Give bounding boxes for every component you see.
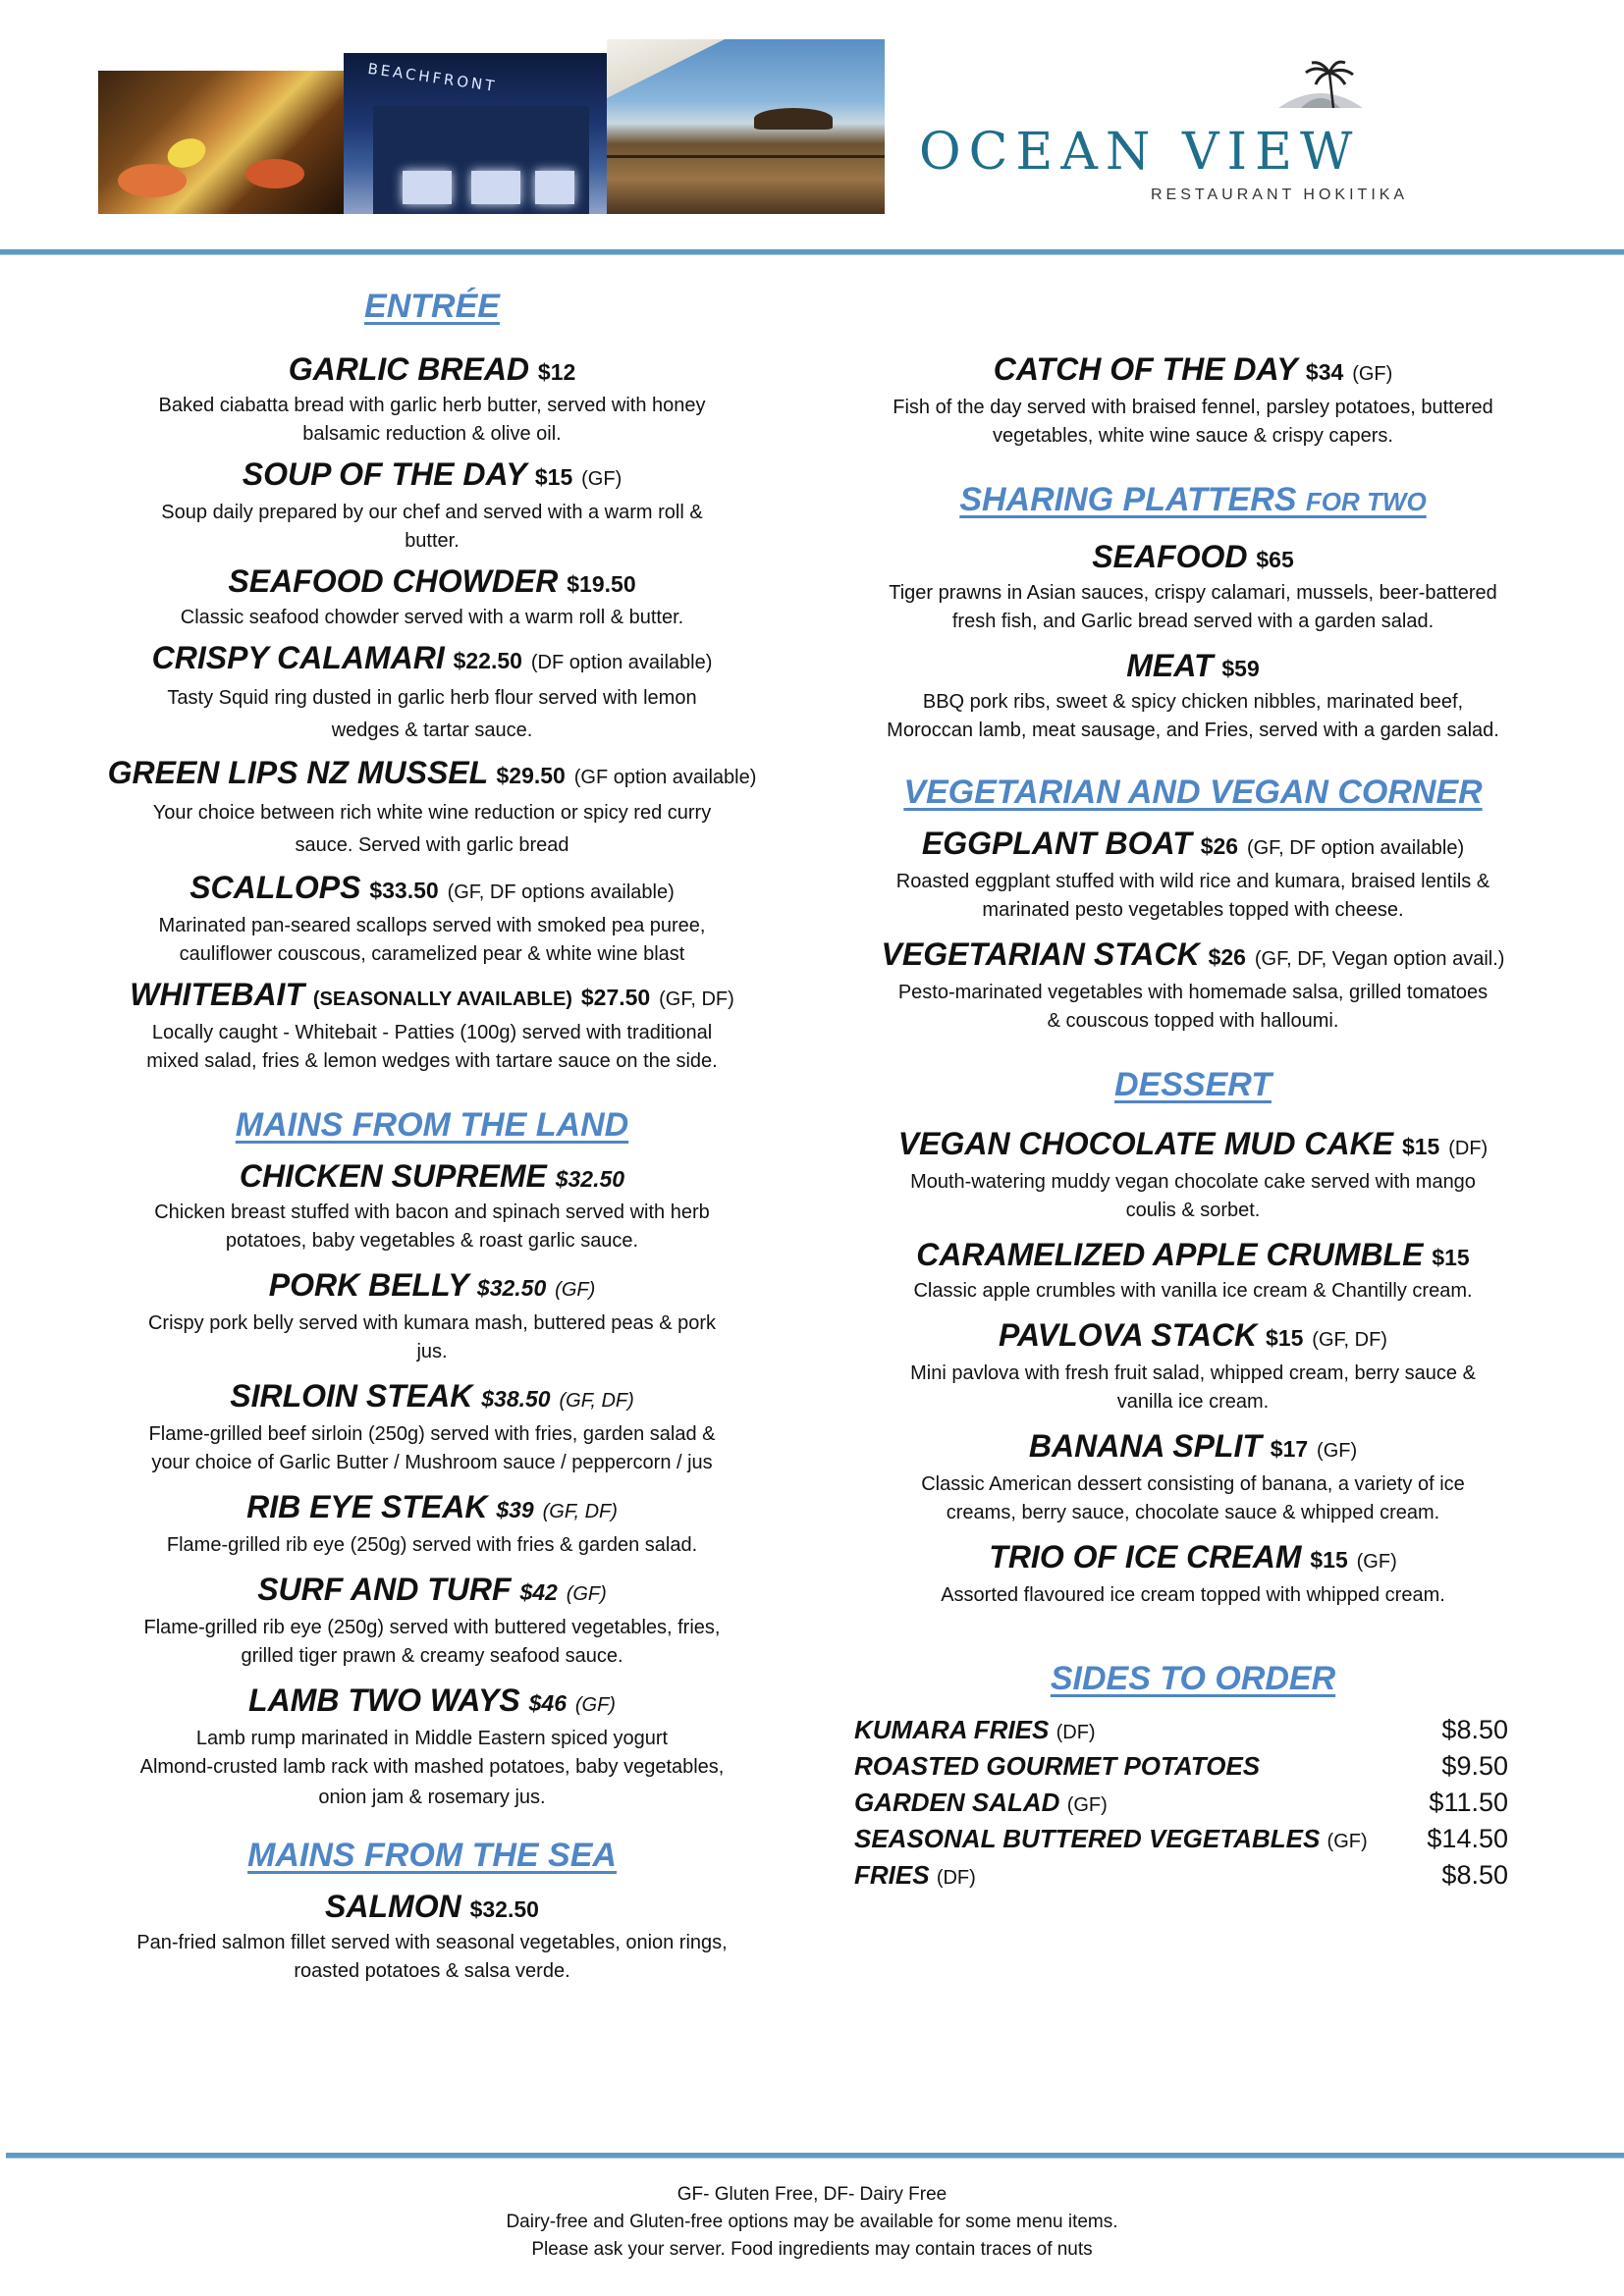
item-name: SALMON: [325, 1889, 461, 1924]
side-name: FRIES: [854, 1860, 930, 1890]
item-price: $26: [1208, 944, 1246, 970]
item-dietary-note: (GF, DF): [1312, 1329, 1387, 1351]
item-description: potatoes, baby vegetables & roast garlic sauce.: [225, 1230, 639, 1252]
item-price: $12: [537, 359, 576, 385]
menu-item-vegan-chocolate-mud-cake: [854, 1124, 1532, 1225]
item-dietary-note: (GF, DF option available): [1246, 837, 1465, 859]
side-price: $8.50: [1441, 1860, 1508, 1890]
item-description: Roasted eggplant stuffed with wild rice and kumara, braised lentils &: [895, 871, 1490, 892]
item-description: Baked ciabatta bread with garlic herb butter, served with honey: [158, 395, 706, 416]
item-description: vanilla ice cream.: [1116, 1391, 1270, 1413]
item-description: balsamic reduction & olive oil.: [302, 423, 562, 445]
item-dietary-note: (GF): [581, 468, 623, 490]
item-description: onion jam & rosemary jus.: [318, 1787, 546, 1808]
item-name: SOUP OF THE DAY: [242, 456, 526, 492]
item-name: BANANA SPLIT: [1028, 1428, 1262, 1464]
side-price: $14.50: [1427, 1824, 1508, 1853]
item-price: $26: [1200, 833, 1239, 859]
item-price: $38.50: [481, 1386, 551, 1412]
menu-item-garlic-bread: [93, 349, 771, 449]
menu-item-trio-of-ice-cream: [854, 1537, 1532, 1610]
side-price: $9.50: [1441, 1751, 1508, 1781]
item-name: SCALLOPS: [189, 870, 361, 905]
side-item-kumara-fries: [854, 1712, 1518, 1748]
deck-photo: [607, 39, 885, 214]
menu-item-banana-split: [854, 1426, 1532, 1527]
item-dietary-note: (GF, DF): [559, 1390, 634, 1412]
side-dietary-note: (DF): [936, 1867, 976, 1889]
section-title-dessert: DESSERT: [1114, 1066, 1272, 1103]
item-price: $27.50: [580, 985, 651, 1010]
item-dietary-note: (GF): [555, 1279, 596, 1301]
item-price: $39: [496, 1497, 534, 1522]
menu-item-scallops: [93, 868, 771, 969]
building-photo: [344, 53, 607, 214]
side-name: ROASTED GOURMET POTATOES: [854, 1751, 1261, 1781]
item-name: MEAT: [1126, 648, 1214, 683]
item-description: Mouth-watering muddy vegan chocolate cake served with mango: [910, 1171, 1476, 1193]
item-name: PORK BELLY: [268, 1267, 469, 1303]
side-name: GARDEN SALAD: [854, 1788, 1060, 1817]
item-price: $15: [1401, 1134, 1440, 1159]
item-description: Tiger prawns in Asian sauces, crispy calamari, mussels, beer-battered: [889, 582, 1497, 604]
item-price: $15: [1432, 1245, 1470, 1270]
menu-item-pork-belly: [93, 1265, 771, 1366]
item-description: Chicken breast stuffed with bacon and spinach served with herb: [154, 1201, 710, 1223]
item-description: BBQ pork ribs, sweet & spicy chicken nibbles, marinated beef,: [922, 691, 1464, 713]
item-description: Mini pavlova with fresh fruit salad, whipped cream, berry sauce &: [910, 1362, 1476, 1384]
menu-item-whitebait: [93, 975, 771, 1076]
section-title-suffix: FOR TWO: [1305, 487, 1427, 516]
item-dietary-note: (DF option available): [530, 652, 713, 673]
menu-item-catch-of-the-day: [854, 349, 1532, 451]
item-price: $32.50: [469, 1896, 539, 1922]
item-dietary-note: (GF, DF, Vegan option avail.): [1254, 948, 1505, 970]
side-dietary-note: (DF): [1056, 1722, 1096, 1743]
item-description: Locally caught - Whitebait - Patties (100g) served with traditional: [151, 1022, 713, 1043]
item-description: Pesto-marinated vegetables with homemade salsa, grilled tomatoes: [897, 982, 1489, 1003]
item-dietary-note: (GF, DF): [542, 1501, 618, 1522]
side-dietary-note: (GF): [1066, 1794, 1108, 1816]
item-description: Moroccan lamb, meat sausage, and Fries, served with a garden salad.: [887, 720, 1499, 741]
item-price: $32.50: [555, 1166, 625, 1192]
menu-footer: [0, 2181, 1624, 2264]
item-description: Pan-fried salmon fillet served with seasonal vegetables, onion rings,: [136, 1932, 728, 1953]
item-price: $15: [534, 464, 573, 490]
menu-item-rib-eye-steak: [93, 1487, 771, 1560]
item-name: CATCH OF THE DAY: [993, 351, 1298, 387]
menu-item-salmon: [93, 1887, 771, 1986]
item-price: $65: [1256, 547, 1294, 572]
item-name: CHICKEN SUPREME: [239, 1158, 547, 1194]
item-description: Fish of the day served with braised fennel, parsley potatoes, buttered: [893, 397, 1493, 418]
building-sign: BEACHFRONT: [366, 59, 499, 96]
side-item-fries: [854, 1857, 1518, 1894]
item-description: Tasty Squid ring dusted in garlic herb flour served with lemon: [167, 687, 697, 709]
menu-item-chicken-supreme: [93, 1156, 771, 1255]
side-item-garden-salad: [854, 1785, 1518, 1821]
palm-tree-logo-icon: [1276, 59, 1365, 110]
footer-dietary-key: GF- Gluten Free, DF- Dairy Free: [677, 2184, 947, 2205]
menu-item-pavlova-stack: [854, 1315, 1532, 1416]
item-description: Flame-grilled rib eye (250g) served with fries & garden salad.: [166, 1534, 698, 1556]
menu-item-lamb-two-ways: [93, 1681, 771, 1814]
item-description: Flame-grilled rib eye (250g) served with buttered vegetables, fries,: [143, 1617, 721, 1638]
item-dietary-note: (GF option available): [573, 767, 757, 788]
section-title-mains-land: MAINS FROM THE LAND: [235, 1106, 629, 1144]
item-name: VEGETARIAN STACK: [881, 936, 1200, 972]
side-price: $11.50: [1429, 1788, 1508, 1817]
item-description: fresh fish, and Garlic bread served with a garden salad.: [951, 611, 1435, 632]
item-dietary-note: (GF): [574, 1694, 616, 1716]
item-description: your choice of Garlic Butter / Mushroom sauce / peppercorn / jus: [151, 1452, 713, 1473]
item-description: Marinated pan-seared scallops served with smoked pea puree,: [158, 915, 706, 936]
item-description: Classic American dessert consisting of banana, a variety of ice: [921, 1473, 1465, 1495]
item-description: creams, berry sauce, chocolate sauce & whipped cream.: [946, 1502, 1440, 1523]
item-price: $17: [1270, 1436, 1309, 1462]
item-name: WHITEBAIT: [130, 977, 304, 1012]
item-price: $33.50: [369, 878, 439, 903]
item-name: SIRLOIN STEAK: [230, 1378, 473, 1414]
item-price: $34: [1305, 359, 1344, 385]
item-name: PAVLOVA STACK: [999, 1317, 1258, 1353]
item-description: Lamb rump marinated in Middle Eastern spiced yogurt: [195, 1728, 669, 1749]
item-price: $22.50: [453, 648, 522, 673]
left-column: [93, 285, 771, 1986]
item-description: coulis & sorbet.: [1125, 1200, 1261, 1221]
item-name: SURF AND TURF: [257, 1572, 512, 1607]
restaurant-logo-title: OCEAN VIEW: [919, 123, 1361, 182]
item-description: butter.: [405, 530, 460, 552]
menu-item-vegetarian-stack: [854, 934, 1532, 1036]
item-description: sauce. Served with garlic bread: [295, 834, 569, 856]
item-description: marinated pesto vegetables topped with cheese.: [982, 899, 1404, 921]
item-price: $19.50: [567, 571, 636, 597]
item-description: Assorted flavoured ice cream topped with whipped cream.: [941, 1584, 1445, 1606]
item-description: Crispy pork belly served with kumara mash, buttered peas & pork: [147, 1312, 717, 1334]
section-title-mains-sea: MAINS FROM THE SEA: [247, 1837, 617, 1874]
item-name: VEGAN CHOCOLATE MUD CAKE: [897, 1126, 1394, 1161]
item-price: $15: [1266, 1325, 1304, 1351]
item-description: cauliflower couscous, caramelized pear & white wine blast: [179, 943, 685, 965]
menu-item-soup-of-the-day: [93, 454, 771, 556]
sides-list: [854, 1712, 1532, 1894]
item-name: GREEN LIPS NZ MUSSEL: [107, 755, 488, 790]
section-title-entree: ENTRÉE: [364, 288, 500, 325]
item-description: Soup daily prepared by our chef and served with a warm roll &: [161, 502, 703, 523]
item-dietary-note: (GF, DF): [659, 988, 734, 1010]
side-name: KUMARA FRIES: [854, 1715, 1050, 1744]
top-divider: [0, 249, 1624, 254]
side-price: $8.50: [1441, 1715, 1508, 1744]
item-price: $32.50: [476, 1275, 547, 1301]
item-price: $15: [1310, 1547, 1348, 1573]
item-name: SEAFOOD: [1092, 539, 1248, 574]
item-description: Flame-grilled beef sirloin (250g) served with fries, garden salad &: [148, 1423, 716, 1445]
item-dietary-note: (GF, DF options available): [447, 881, 675, 903]
item-description: vegetables, white wine sauce & crispy capers.: [993, 425, 1393, 447]
item-name: TRIO OF ICE CREAM: [989, 1539, 1302, 1575]
item-price: $42: [519, 1579, 558, 1605]
side-item-roasted-gourmet-potatoes: [854, 1748, 1518, 1785]
item-description: wedges & tartar sauce.: [331, 720, 533, 741]
item-name: RIB EYE STEAK: [246, 1489, 488, 1524]
section-title-text: SHARING PLATTERS: [959, 481, 1297, 518]
bottom-divider: [6, 2153, 1624, 2158]
item-qualifier: (SEASONALLY AVAILABLE): [312, 988, 572, 1010]
menu-header: [0, 0, 1624, 257]
item-dietary-note: (GF): [1356, 1551, 1397, 1573]
item-description: & couscous topped with halloumi.: [1047, 1010, 1339, 1032]
menu-item-crispy-calamari: [93, 638, 771, 747]
item-name: CRISPY CALAMARI: [151, 640, 445, 675]
menu-item-surf-and-turf: [93, 1570, 771, 1671]
footer-allergen-note: Please ask your server. Food ingredients may contain traces of nuts: [531, 2239, 1093, 2260]
footer-options-note: Dairy-free and Gluten-free options may be available for some menu items.: [506, 2212, 1118, 2232]
food-photo: [98, 71, 346, 214]
section-title-sharing-platters: [854, 478, 1532, 523]
item-description: jus.: [416, 1341, 448, 1362]
item-description: Classic seafood chowder served with a warm roll & butter.: [180, 607, 684, 628]
section-title-sides: SIDES TO ORDER: [1050, 1660, 1336, 1697]
right-column: [854, 285, 1532, 1894]
restaurant-logo-subtitle: RESTAURANT HOKITIKA: [1151, 187, 1409, 203]
menu-item-seafood-chowder: [93, 561, 771, 632]
item-description: Classic apple crumbles with vanilla ice cream & Chantilly cream.: [913, 1280, 1473, 1302]
item-name: SEAFOOD CHOWDER: [228, 563, 559, 599]
menu-item-seafood-platter: [854, 537, 1532, 636]
item-price: $46: [528, 1690, 567, 1716]
item-price: $29.50: [496, 763, 566, 788]
item-description: Your choice between rich white wine reduction or spicy red curry: [152, 802, 712, 824]
item-description: mixed salad, fries & lemon wedges with tartare sauce on the side.: [146, 1050, 718, 1072]
item-price: $59: [1221, 656, 1260, 681]
menu-item-eggplant-boat: [854, 824, 1532, 925]
item-description: roasted potatoes & salsa verde.: [294, 1960, 570, 1982]
side-name: SEASONAL BUTTERED VEGETABLES: [854, 1824, 1321, 1853]
item-dietary-note: (DF): [1448, 1138, 1489, 1159]
item-dietary-note: (GF): [1352, 363, 1393, 385]
menu-item-sirloin-steak: [93, 1376, 771, 1477]
menu-item-meat-platter: [854, 646, 1532, 745]
item-description: grilled tiger prawn & creamy seafood sauce.: [241, 1645, 623, 1667]
item-dietary-note: (GF): [566, 1583, 607, 1605]
side-item-seasonal-buttered-vegetables: [854, 1821, 1518, 1857]
menu-item-green-lips-mussel: [93, 753, 771, 862]
item-name: LAMB TWO WAYS: [248, 1682, 520, 1718]
section-title-vegetarian: VEGETARIAN AND VEGAN CORNER: [903, 774, 1483, 811]
item-name: GARLIC BREAD: [288, 351, 530, 387]
item-description: Almond-crusted lamb rack with mashed potatoes, baby vegetables,: [139, 1756, 725, 1778]
item-name: CARAMELIZED APPLE CRUMBLE: [916, 1237, 1424, 1272]
item-dietary-note: (GF): [1317, 1440, 1358, 1462]
menu-item-caramelized-apple-crumble: [854, 1235, 1532, 1306]
item-name: EGGPLANT BOAT: [921, 826, 1192, 861]
side-dietary-note: (GF): [1326, 1831, 1368, 1852]
